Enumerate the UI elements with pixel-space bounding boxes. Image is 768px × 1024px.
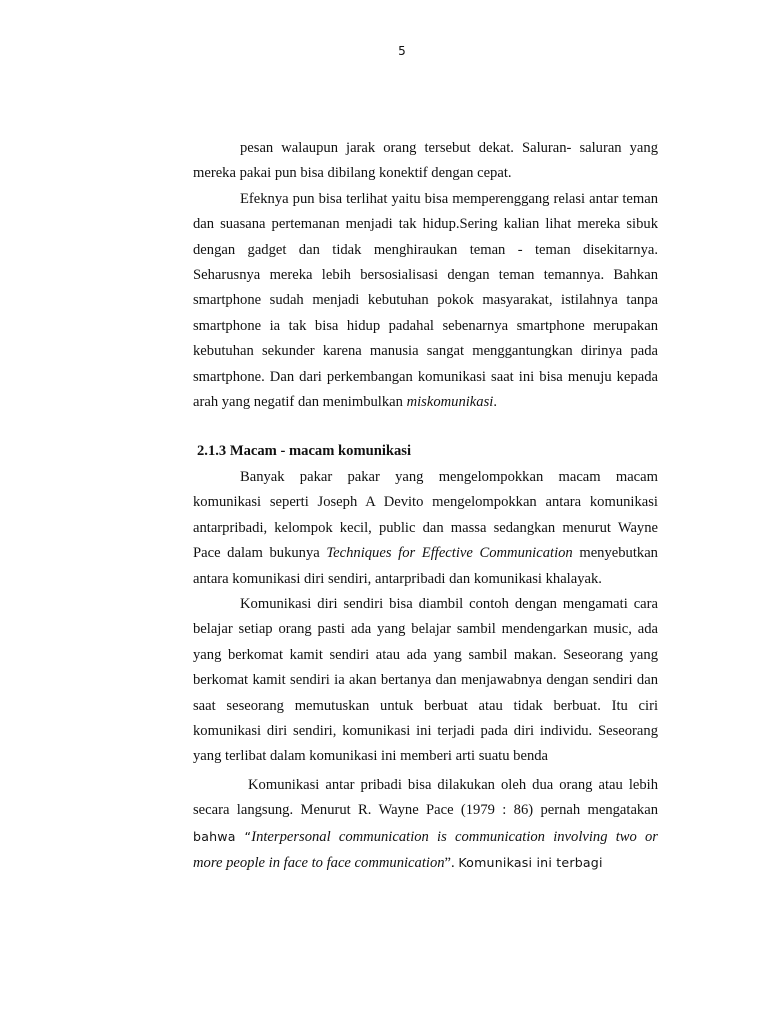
section-heading: 2.1.3 Macam - macam komunikasi <box>197 443 412 460</box>
paragraph-experts-text1: Banyak pakar pakar yang mengelompokkan macam macam komunikasi seperti Joseph A Devito mengelompokkan antara komunikasi antarpribadi, kelompok kecil, public dan massa sedangkan menurut Wayne Pace dalam bukunya <box>193 468 658 562</box>
paragraph-interpersonal-text2: ”. <box>444 854 459 871</box>
paragraph-experts-text2: menyebutkan antara komunikasi diri sendiri, antarpribadi dan komunikasi khalayak. <box>193 545 658 587</box>
paragraph-interpersonal-sans1: bahwa “ <box>193 828 252 844</box>
paragraph-effects-text: Efeknya pun bisa terlihat yaitu bisa memperenggang relasi antar teman dan suasana pertemanan menjadi tak hidup.Sering kalian lihat mereka sibuk dengan gadget dan tidak menghiraukan teman - teman disekitarnya. Seharusnya mereka lebih bersosialisasi dengan teman temannya. Bahkan smartphone sudah menjadi kebutuhan pokok masyarakat, istilahnya tanpa smartphone ia tak bisa hidup padahal sebenarnya smartphone merupakan kebutuhan sekunder karena manusia sangat menggantungkan dirinya pada smartphone. Dan dari perkembangan komunikasi saat ini bisa menuju kepada arah yang negatif dan menimbulkan <box>193 190 658 411</box>
book-title: Techniques for Effective Communication <box>326 545 573 562</box>
paragraph-interpersonal-text1: Komunikasi antar pribadi bisa dilakukan oleh dua orang atau lebih secara langsung. Menurut R. Wayne Pace (1979 : 86) pernah mengatakan <box>193 776 658 819</box>
paragraph-interpersonal <box>193 773 658 877</box>
paragraph-self-communication: Komunikasi diri sendiri bisa diambil contoh dengan mengamati cara belajar setiap orang pasti ada yang belajar sambil mendengarkan music, ada yang berkomat kamit sendiri atau ada yang sambil makan. Seseorang yang berkomat kamit sendiri ia akan bertanya dan menjawabnya dengan sendiri dan saat seseorang memutuskan untuk berbuat atau tidak berbuat. Itu ciri komunikasi diri sendiri, komunikasi ini terjadi pada diri individu. Seseorang yang terlibat dalam komunikasi ini memberi arti suatu benda <box>193 595 658 765</box>
paragraph-interpersonal-sans2: Komunikasi ini terbagi <box>458 854 603 870</box>
term-miskomunikasi: miskomunikasi <box>406 394 494 411</box>
paragraph-effects <box>193 187 658 416</box>
paragraph-effects-end: . <box>493 394 497 411</box>
paragraph-experts <box>193 465 658 592</box>
quote-interpersonal: Interpersonal communication is communication involving two or more people in face to face communication <box>193 828 658 871</box>
body-text <box>193 136 658 876</box>
page-number: 5 <box>398 44 406 58</box>
paragraph-continuation: pesan walaupun jarak orang tersebut dekat. Saluran- saluran yang mereka pakai pun bisa dibilang konektif dengan cepat. <box>193 140 658 182</box>
